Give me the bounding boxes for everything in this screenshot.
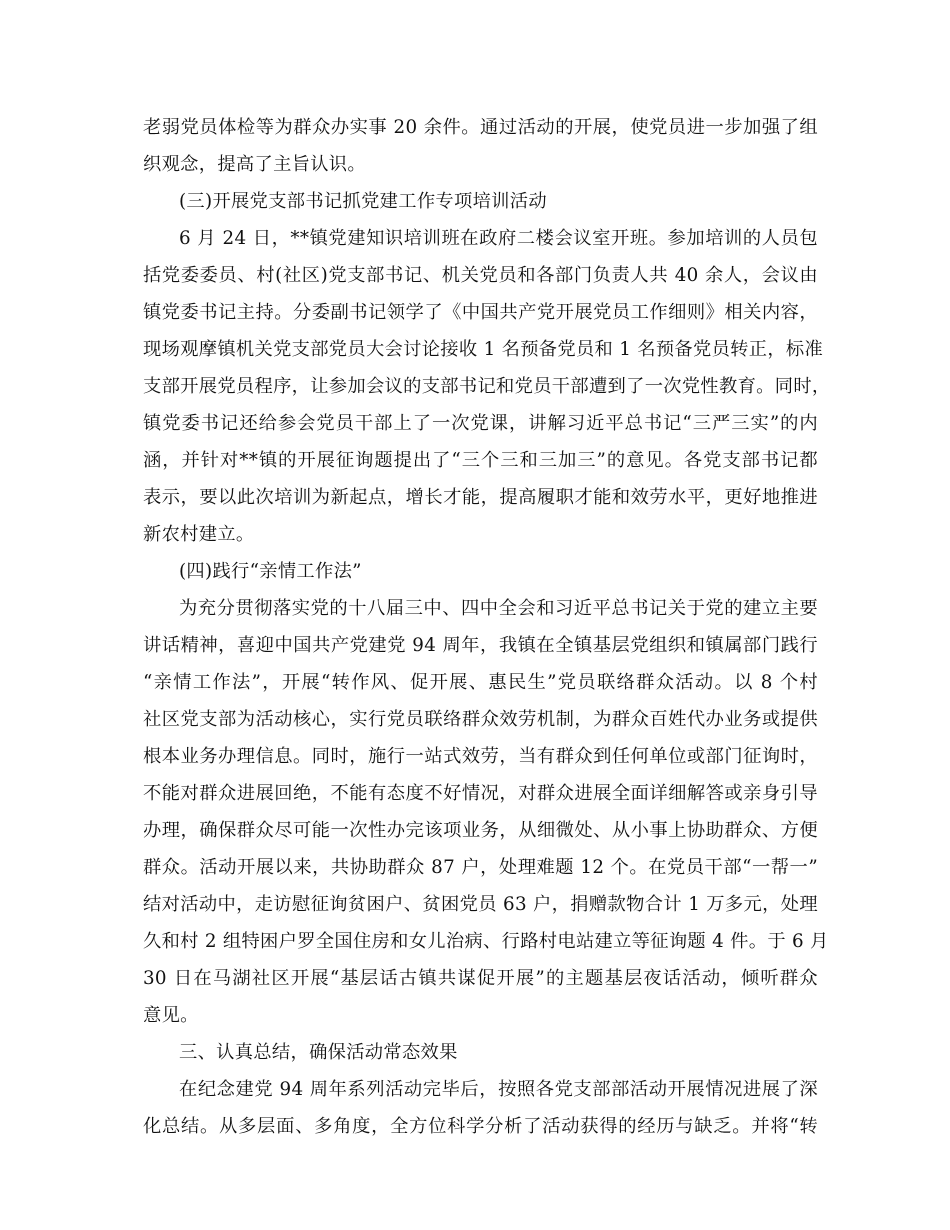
body-line: 化总结。从多层面、多角度，全方位科学分析了活动获得的经历与缺乏。并将“转 <box>143 1116 818 1137</box>
body-line: 意见。 <box>143 1005 199 1026</box>
body-line: 不能对群众进展回绝，不能有态度不好情况，对群众进展全面详细解答或亲身引导 <box>143 783 818 804</box>
body-line: 结对活动中，走访慰征询贫困户、贫困党员 63 户，捐赠款物合计 1 万多元，处理 <box>143 894 818 915</box>
body-line: 织观念，提高了主旨认识。 <box>143 154 366 175</box>
body-line: 新农村建立。 <box>143 524 255 545</box>
body-line: 涵，并针对**镇的开展征询题提出了“三个三和三加三”的意见。各党支部书记都 <box>143 450 818 471</box>
body-line: “亲情工作法”，开展“转作风、促开展、惠民生”党员联络群众活动。以 8 个村 <box>143 672 818 693</box>
body-line: 老弱党员体检等为群众办实事 20 余件。通过活动的开展，使党员进一步加强了组 <box>143 117 818 138</box>
body-line: 镇党委书记还给参会党员干部上了一次党课，讲解习近平总书记“三严三实”的内 <box>143 413 818 434</box>
section-heading: (三)开展党支部书记抓党建工作专项培训活动 <box>179 191 547 212</box>
body-line: 群众。活动开展以来，共协助群众 87 户，处理难题 12 个。在党员干部“一帮一” <box>143 857 818 878</box>
body-line: 括党委委员、村(社区)党支部书记、机关党员和各部门负责人共 40 余人，会议由 <box>143 265 818 286</box>
body-line: 为充分贯彻落实党的十八届三中、四中全会和习近平总书记关于党的建立主要 <box>179 598 818 619</box>
body-line: 在纪念建党 94 周年系列活动完毕后，按照各党支部部活动开展情况进展了深 <box>179 1079 818 1100</box>
body-line: 久和村 2 组特困户罗全国住房和女儿治病、行路村电站建立等征询题 4 件。于 6 月 <box>143 931 829 952</box>
body-line: 30 日在马湖社区开展“基层话古镇共谋促开展”的主题基层夜话活动，倾听群众 <box>143 968 818 989</box>
body-line: 办理，确保群众尽可能一次性办完该项业务，从细微处、从小事上协助群众、方便 <box>143 820 818 841</box>
body-line: 讲话精神，喜迎中国共产党建党 94 周年，我镇在全镇基层党组织和镇属部门践行 <box>143 635 818 656</box>
section-heading: (四)践行“亲情工作法” <box>179 561 362 582</box>
body-line: 现场观摩镇机关党支部党员大会讨论接收 1 名预备党员和 1 名预备党员转正，标准 <box>143 339 824 360</box>
section-heading: 三、认真总结，确保活动常态效果 <box>179 1042 458 1063</box>
body-line: 6 月 24 日，**镇党建知识培训班在政府二楼会议室开班。参加培训的人员包 <box>179 228 818 249</box>
body-line: 镇党委书记主持。分委副书记领学了《中国共产党开展党员工作细则》相关内容， <box>143 302 818 323</box>
body-line: 社区党支部为活动核心，实行党员联络群众效劳机制，为群众百姓代办业务或提供 <box>143 709 818 730</box>
body-line: 支部开展党员程序，让参加会议的支部书记和党员干部遭到了一次党性教育。同时， <box>143 376 831 397</box>
body-line: 表示，要以此次培训为新起点，增长才能，提高履职才能和效劳水平，更好地推进 <box>143 487 818 508</box>
body-line: 根本业务办理信息。同时，施行一站式效劳，当有群众到任何单位或部门征询时， <box>143 746 818 767</box>
